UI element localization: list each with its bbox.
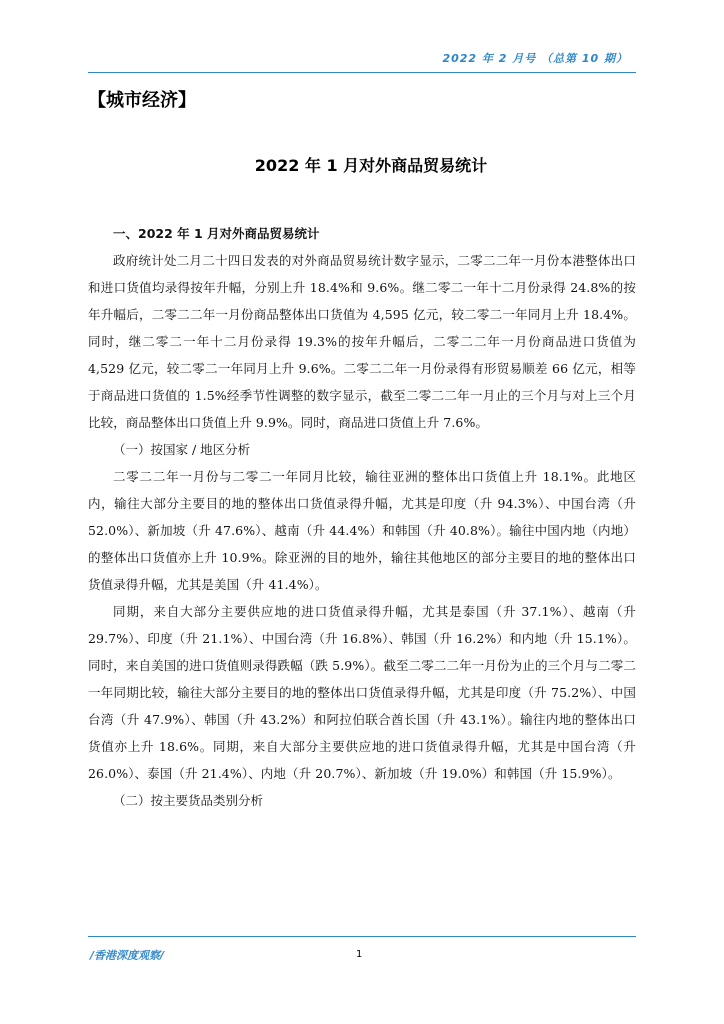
subheading-goods-analysis: （二）按主要货品类别分析	[113, 793, 264, 808]
subheading-country-analysis: （一）按国家 / 地区分析	[113, 442, 251, 457]
footer-brand: /香港深度观察/	[90, 949, 165, 962]
heading-1: 一、2022 年 1 月对外商品贸易统计	[113, 226, 320, 241]
document-title: 2022 年 1 月对外商品贸易统计	[254, 156, 488, 175]
paragraph-1: 政府统计处二月二十四日发表的对外商品贸易统计数字显示，二零二二年一月份本港整体出口和进口货值均录得按年升幅，分别上升 18.4%和 9.6%。继二零二一年十二月份录得 24.8%的按年升幅后，二零二二年一月份商品整体出口货值为 4,595 亿元，较二零二一年同月上升 18.4%。同时，继二零二一年十二月份录得 19.3%的按年升幅后，二零二二年一月份商品进口货值为 4,529 亿元，较二零二一年同月上升 9.6%。二零二二年一月份录得有形贸易顺差 66 亿元，相等于商品进口货值的 1.5%经季节性调整的数字显示，截至二零二二年一月止的三个月与对上三个月比较，商品整体出口货值上升 9.9%。同时，商品进口货值上升 7.6%。	[88, 253, 636, 430]
article-body	[88, 220, 636, 814]
footer-rule	[88, 936, 636, 937]
page-number: 1	[356, 949, 363, 960]
section-tag: 【城市经济】	[88, 90, 196, 111]
paragraph-2: 二零二二年一月份与二零二一年同月比较，输往亚洲的整体出口货值上升 18.1%。此地区内，输往大部分主要目的地的整体出口货值录得升幅，尤其是印度（升 94.3%）、中国台湾（升 52.0%）、新加坡（升 47.6%）、越南（升 44.4%）和韩国（升 40.8%）。输往中国内地（内地）的整体出口货值亦上升 10.9%。除亚洲的目的地外，输往其他地区的部分主要目的地的整体出口货值录得升幅，尤其是美国（升 41.4%）。	[88, 469, 636, 592]
header-rule	[88, 72, 636, 73]
issue-label: 2022 年 2 月号 （总第 10 期）	[442, 52, 628, 65]
paragraph-3: 同期，来自大部分主要供应地的进口货值录得升幅，尤其是泰国（升 37.1%）、越南（升 29.7%）、印度（升 21.1%）、中国台湾（升 16.8%）、韩国（升 16.2%）和内地（升 15.1%）。同时，来自美国的进口货值则录得跌幅（跌 5.9%）。截至二零二二年一月份为止的三个月与二零二一年同期比较，输往大部分主要目的地的整体出口货值录得升幅，尤其是印度（升 75.2%）、中国台湾（升 47.9%）、韩国（升 43.2%）和阿拉伯联合酋长国（升 43.1%）。输往内地的整体出口货值亦上升 18.6%。同期，来自大部分主要供应地的进口货值录得升幅，尤其是中国台湾（升 26.0%）、泰国（升 21.4%）、内地（升 20.7%）、新加坡（升 19.0%）和韩国（升 15.9%）。	[88, 604, 636, 781]
